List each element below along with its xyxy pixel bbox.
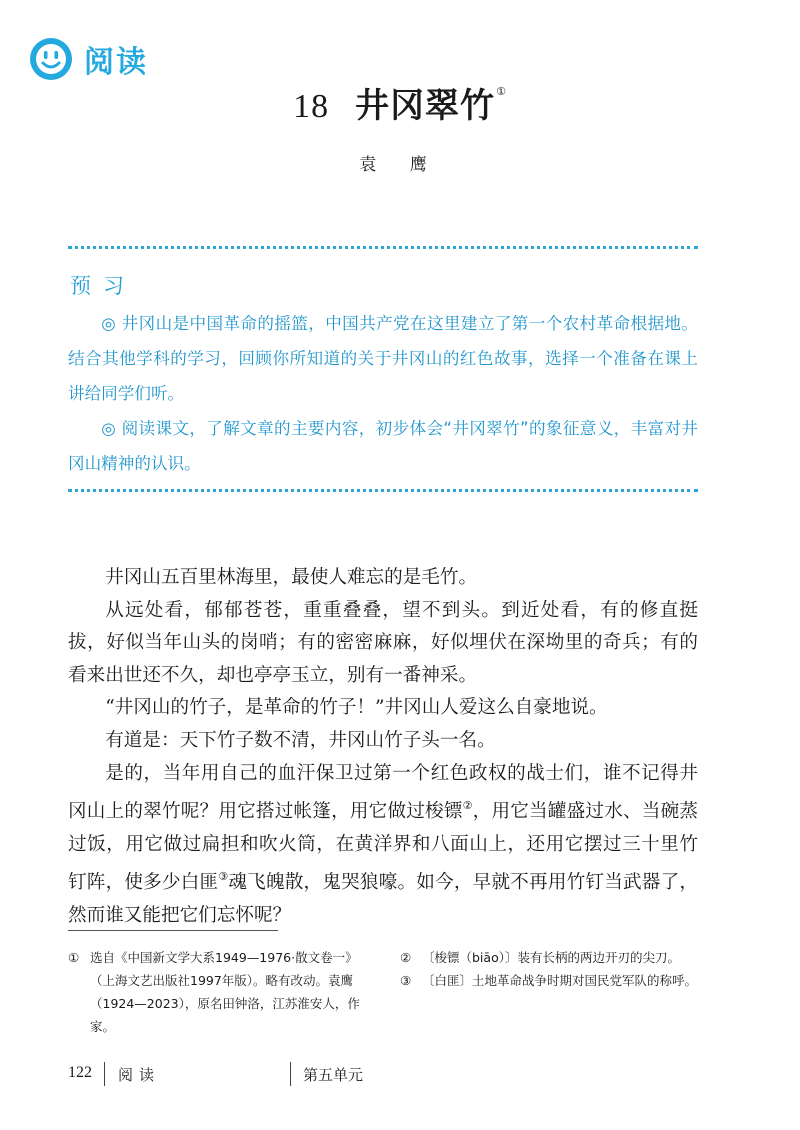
footnote-text: 〔梭镖（biāo）〕装有长柄的两边开刃的尖刀。 — [422, 950, 680, 965]
preview-item: ◎ 阅读课文，了解文章的主要内容，初步体会“井冈翠竹”的象征意义，丰富对井冈山精神的认识。 — [68, 419, 698, 473]
smiley-face-icon — [28, 36, 74, 82]
author: 袁 鹰 — [359, 155, 441, 175]
paragraph-text: 魂飞魄散，鬼哭狼嚎。如今，早就不再用竹钉当武器了，然而谁又能把它们忘怀呢？ — [68, 872, 698, 926]
paragraph-text: ，用它当罐盛过水、当碗蒸过饭，用它做过扁担和吹火筒，在黄洋界和八面山上，还用它摆过三十里竹钉阵，使多少白匪 — [68, 801, 698, 894]
footnote-ref-2[interactable]: ② — [462, 799, 473, 813]
section-label: 阅读 — [84, 45, 148, 80]
footer-divider — [104, 1062, 105, 1086]
preview-item: ◎ 井冈山是中国革命的摇篮，中国共产党在这里建立了第一个农村革命根据地。结合其他学科的学习，回顾你所知道的关于井冈山的红色故事，选择一个准备在课上讲给同学们听。 — [68, 314, 698, 403]
preview-heading: 预习 — [70, 274, 136, 298]
paragraph: 有道是：天下竹子数不清，井冈山竹子头一名。 — [105, 729, 496, 751]
lesson-title — [0, 78, 800, 127]
paragraph — [68, 758, 698, 933]
section-badge — [28, 36, 148, 82]
paragraph: 井冈山五百里林海里，最使人难忘的是毛竹。 — [105, 567, 478, 588]
paragraph-text: 是的，当年用自己的血汗保卫过第一个红色政权的战士们，谁不记得井冈山上的翠竹呢？用它搭过帐篷，用它做过梭镖 — [68, 762, 698, 823]
footnote-mark: ① — [68, 950, 80, 965]
main-text — [68, 562, 698, 933]
footer-section: 阅读 — [118, 1066, 161, 1084]
footnote-text: 〔白匪〕土地革命战争时期对国民党军队的称呼。 — [422, 973, 698, 988]
footnote-item — [400, 969, 700, 992]
footnote-item — [400, 946, 700, 969]
footnote-rule — [68, 930, 278, 931]
footnote-text: 选自《中国新文学大系1949—1976·散文卷一》（上海文艺出版社1997年版）。略有改动。袁鹰（1924—2023），原名田钟洛，江苏淮安人，作家。 — [90, 950, 360, 1034]
page-number: 122 — [68, 1064, 92, 1081]
footer-divider — [290, 1062, 291, 1086]
dotted-divider-top — [68, 246, 698, 249]
page-footer — [68, 1062, 398, 1086]
title-footnote-mark[interactable]: ① — [496, 85, 507, 98]
paragraph: “井冈山的竹子，是革命的竹子！”井冈山人爱这么自豪地说。 — [105, 697, 608, 719]
footnote-mark: ② — [400, 950, 412, 965]
lesson-number: 18 — [293, 88, 330, 125]
paragraph: 从远处看，郁郁苍苍，重重叠叠，望不到头。到近处看，有的修直挺拔，好似当年山头的岗哨；有的密密麻麻，好似埋伏在深坳里的奇兵；有的看来出世还不久，却也亭亭玉立，别有一番神采。 — [68, 599, 698, 686]
dotted-divider-bottom — [68, 489, 698, 492]
footnote-ref-3[interactable]: ③ — [218, 870, 229, 884]
footnote-item — [68, 946, 368, 1038]
footnotes-right — [400, 946, 700, 992]
preview-box — [68, 306, 698, 481]
footer-unit: 第五单元 — [303, 1066, 364, 1084]
footnotes-left — [68, 946, 368, 1038]
footnote-mark: ③ — [400, 973, 412, 988]
lesson-title-text: 井冈翠竹 — [355, 86, 496, 126]
